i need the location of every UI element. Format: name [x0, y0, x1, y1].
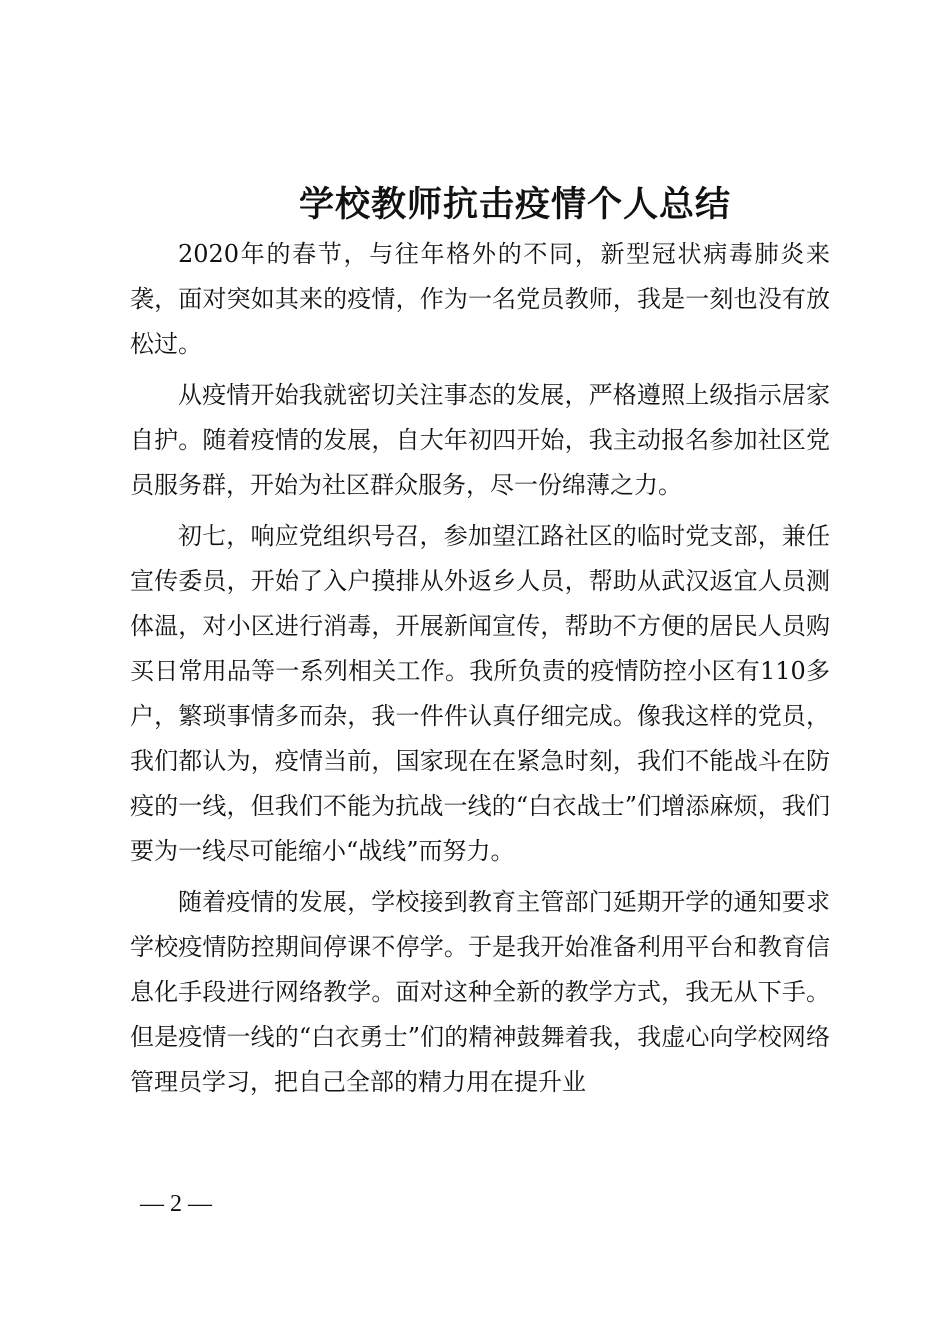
paragraph-3: 初七，响应党组织号召，参加望江路社区的临时党支部，兼任宣传委员，开始了入户摸排从外返乡人员，帮助从武汉返宜人员测体温，对小区进行消毒，开展新闻宣传，帮助不方便的居民人员购买日常用品等一系列相关工作。我所负责的疫情防控小区有110多户，繁琐事情多而杂，我一件件认真仔细完成。像我这样的党员，我们都认为，疫情当前，国家现在在紧急时刻，我们不能战斗在防疫的一线，但我们不能为抗战一线的“白衣战士”们增添麻烦，我们要为一线尽可能缩小“战线”而努力。	[130, 522, 830, 865]
paragraph-2: 从疫情开始我就密切关注事态的发展，严格遵照上级指示居家自护。随着疫情的发展，自大年初四开始，我主动报名参加社区党员服务群，开始为社区群众服务，尽一份绵薄之力。	[130, 381, 830, 499]
paragraph-4: 随着疫情的发展，学校接到教育主管部门延期开学的通知要求学校疫情防控期间停课不停学。于是我开始准备利用平台和教育信息化手段进行网络教学。面对这种全新的教学方式，我无从下手。但是疫情一线的“白衣勇士”们的精神鼓舞着我，我虚心向学校网络管理员学习，把自己全部的精力用在提升业	[130, 888, 830, 1096]
page-number: — 2 —	[140, 1191, 212, 1217]
page-title: 学校教师抗击疫情个人总结	[298, 184, 731, 225]
document-body	[130, 232, 830, 1111]
paragraph-1: 2020年的春节，与往年格外的不同，新型冠状病毒肺炎来袭，面对突如其来的疫情，作为一名党员教师，我是一刻也没有放松过。	[130, 240, 830, 358]
